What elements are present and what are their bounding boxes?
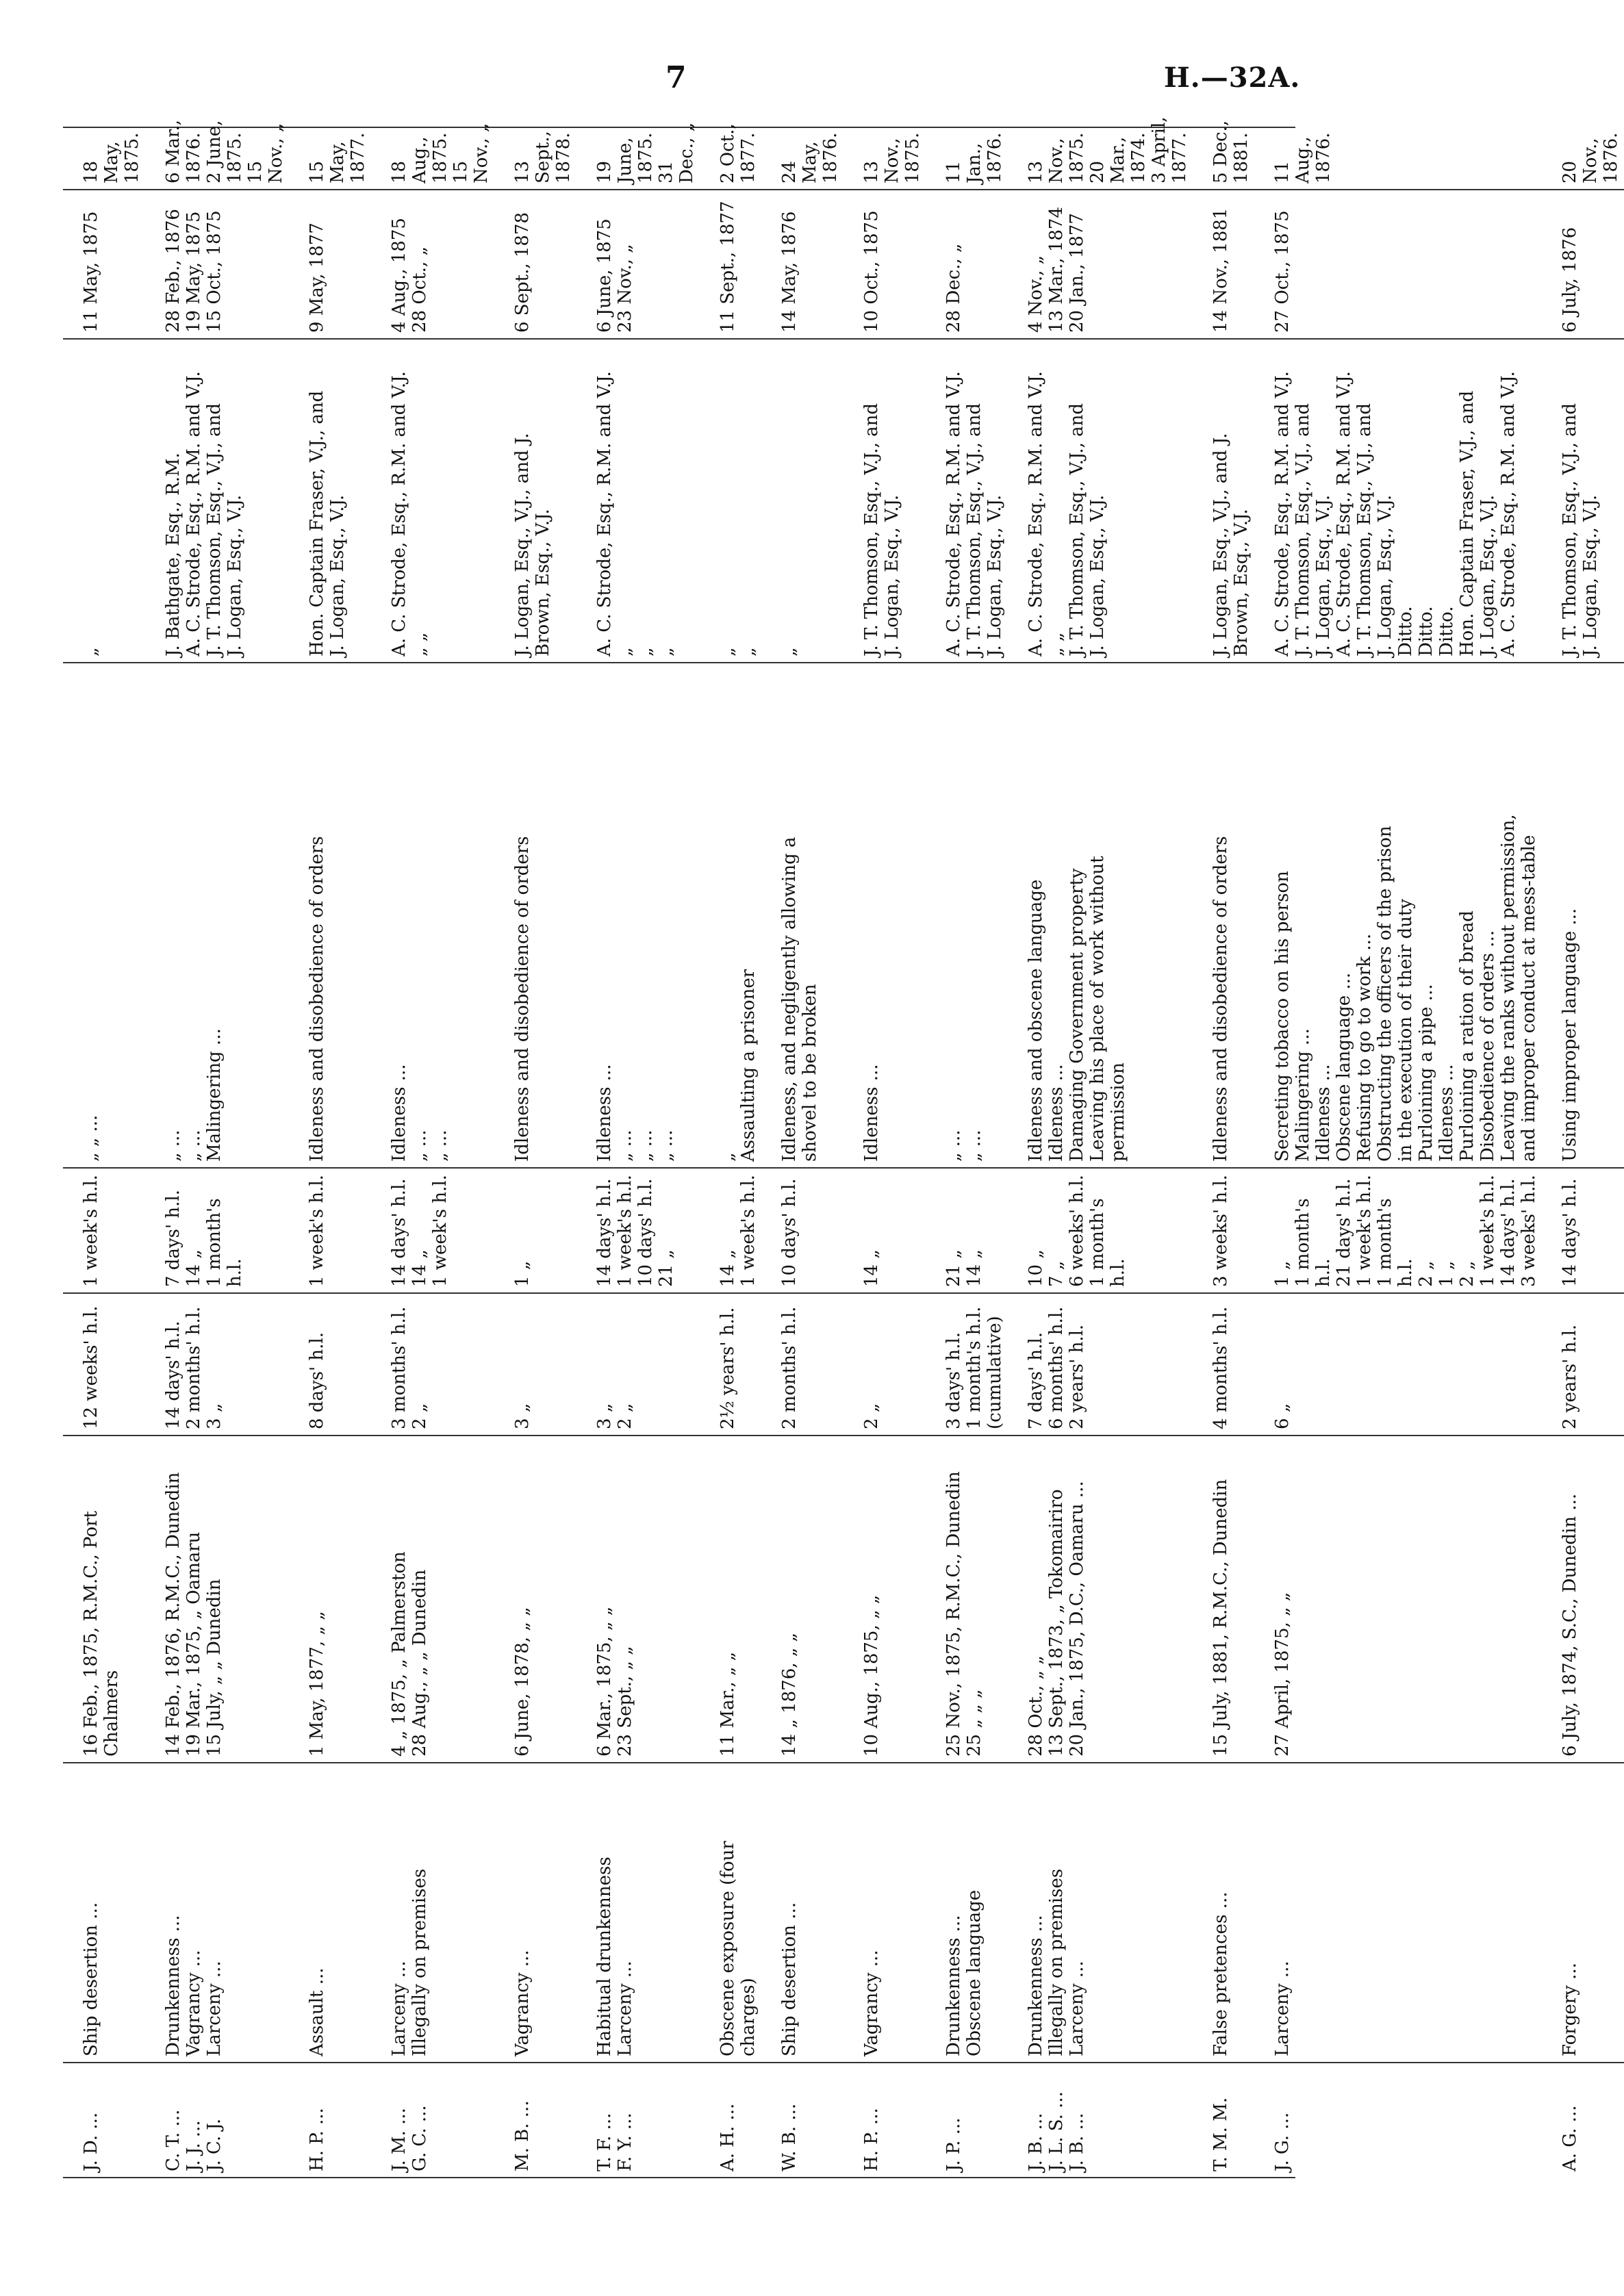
cell-offence: Ship desertion ... <box>761 1763 843 2063</box>
cell-prison-offence: Idleness and disobedience of orders <box>1193 663 1254 1168</box>
cell-date-to: 11 Aug., 1876. <box>1272 132 1334 183</box>
cell-prisoner-initials: M. B. ... <box>494 2063 576 2177</box>
cell-visiting-justices: „ <box>63 339 145 663</box>
cell-prison-offence: Idleness, and negligently allowing a shovel to be broken <box>761 663 843 1168</box>
cell-conviction-date-court: 28 Oct., „ „ 13 Sept., 1873, „ Tokomairiro 20 Jan., 1875, D.C., Oamaru ... <box>1008 1436 1193 1763</box>
prison-punishment-table <box>63 110 1624 2177</box>
cell-punishment: 1 „ 1 month's h.l. 21 days' h.l. 1 week's h.l. 1 month's h.l. 2 „ 1 „ 2 „ 1 week's h.l. 14 days' h.l. 3 weeks' h.l. <box>1254 1168 1542 1293</box>
cell-prisoner-initials: J. B. ... J. L. S. ... J. B. ... <box>1008 2063 1193 2177</box>
cell-visiting-justices: A. C. Strode, Esq., R.M. and V.J. „ „ J. T. Thomson, Esq., V.J., and J. Logan, Esq., V.J. <box>1008 339 1193 663</box>
cell-prison-offence: „ Assaulting a prisoner <box>700 663 761 1168</box>
cell-date-to: 20 Nov., 1876. <box>1560 132 1621 183</box>
document-reference: H.—32A. <box>1164 62 1301 94</box>
cell-prisoner-initials: T. M. M. <box>1193 2063 1254 2177</box>
cell-conviction-date-court: 15 July, 1881, R.M.C., Dunedin <box>1193 1436 1254 1763</box>
cell-date-from: 27 Oct., 1875 <box>1254 190 1542 339</box>
cell-prisoner-initials: A. H. ... <box>700 2063 761 2177</box>
table-row <box>1254 110 1542 2177</box>
cell-prison-offence: Secreting tobacco on his person Malingering ... Idleness ... Obscene language ... Refusing to go to work ... Obstructing the officers of the prison in the execution of their duty Purloining a pipe ... Idleness ... Purloining a ration of bread Disobedience of orders ... Leaving the ranks without permission, and improper conduct at mess-table <box>1254 663 1542 1168</box>
rotated-table-container <box>63 116 1621 2177</box>
cell-conviction-date-court: 10 Aug., 1875, „ „ <box>843 1436 926 1763</box>
cell-punishment: 14 „ 1 week's h.l. <box>700 1168 761 1293</box>
cell-offence: Vagrancy ... <box>843 1763 926 2063</box>
cell-date-to: 6 Mar., 1876. 2 June, 1875. 15 Nov., „ <box>163 119 286 183</box>
cell-prison-offence: Idleness ... „ ... „ ... <box>371 663 494 1168</box>
cell-visiting-justices: „ <box>761 339 843 663</box>
cell-punishment: 3 weeks' h.l. <box>1193 1168 1254 1293</box>
cell-sentence: 12 weeks' h.l. <box>63 1293 145 1436</box>
cell-punishment: 1 week's h.l. <box>289 1168 371 1293</box>
cell-punishment: 1 „ <box>494 1168 576 1293</box>
table-row <box>576 110 700 2177</box>
cell-date-from: 14 Nov., 1881 <box>1193 190 1254 339</box>
table-row <box>1193 110 1254 2177</box>
cell-punishment: 10 days' h.l. <box>761 1168 843 1293</box>
table-row <box>494 110 576 2177</box>
cell-prison-offence: Idleness and disobedience of orders <box>494 663 576 1168</box>
cell-prisoner-initials: J. P. ... <box>926 2063 1008 2177</box>
cell-date-from: 6 June, 1875 23 Nov., „ <box>576 190 700 339</box>
cell-punishment: 14 days' h.l. 14 „ 1 week's h.l. <box>371 1168 494 1293</box>
cell-conviction-date-court: 27 April, 1875, „ „ <box>1254 1436 1542 1763</box>
cell-date-to: 13 Nov., 1875. <box>861 132 923 183</box>
cell-sentence: 7 days' h.l. 6 months' h.l. 2 years' h.l. <box>1008 1293 1193 1436</box>
cell-offence: Obscene exposure (four charges) <box>700 1763 761 2063</box>
cell-date-to: 15 May, 1877. <box>307 132 368 183</box>
cell-date-from: 14 May, 1876 <box>761 190 843 339</box>
frame-line-bottom <box>63 2177 1295 2178</box>
cell-sentence: 4 months' h.l. <box>1193 1293 1254 1436</box>
cell-visiting-justices: J. T. Thomson, Esq., V.J., and J. Logan, Esq., V.J. <box>1542 339 1624 663</box>
table-row <box>289 110 371 2177</box>
cell-date-to: 18 Aug., 1875. 15 Nov., „ <box>389 123 492 183</box>
cell-date-from: 4 Nov., „ 13 Mar., 1874 20 Jan., 1877 <box>1008 190 1193 339</box>
cell-visiting-justices: „ „ <box>700 339 761 663</box>
cell-punishment: 14 days' h.l. <box>1542 1168 1624 1293</box>
cell-offence: Vagrancy ... <box>494 1763 576 2063</box>
cell-sentence: 3 „ <box>494 1293 576 1436</box>
table-row <box>1008 110 1193 2177</box>
cell-date-to: 13 Sept., 1878. <box>512 131 574 183</box>
cell-offence: Drunkenness ... Illegally on premises Larceny ... <box>1008 1763 1193 2063</box>
cell-visiting-justices: Hon. Captain Fraser, V.J., and J. Logan, Esq., V.J. <box>289 339 371 663</box>
cell-date-from: 28 Feb., 1876 19 May, 1875 15 Oct., 1875 <box>145 190 289 339</box>
table-row <box>700 110 761 2177</box>
cell-date-to: 11 Jan., 1876. <box>943 132 1005 183</box>
cell-prison-offence: Idleness and disobedience of orders <box>289 663 371 1168</box>
cell-sentence: 2 years' h.l. <box>1542 1293 1624 1436</box>
cell-visiting-justices: A. C. Strode, Esq., R.M. and V.J. „ „ <box>371 339 494 663</box>
cell-date-from: 11 Sept., 1877 <box>700 190 761 339</box>
cell-sentence: 3 months' h.l. 2 „ <box>371 1293 494 1436</box>
cell-prisoner-initials: H. P. ... <box>289 2063 371 2177</box>
cell-prisoner-initials: J. D. ... <box>63 2063 145 2177</box>
table-row <box>761 110 843 2177</box>
cell-offence: Ship desertion ... <box>63 1763 145 2063</box>
cell-visiting-justices: A. C. Strode, Esq., R.M. and V.J. J. T. Thomson, Esq., V.J., and J. Logan, Esq., V.J. <box>926 339 1008 663</box>
cell-date-from: 9 May, 1877 <box>289 190 371 339</box>
cell-prison-offence: Idleness and obscene language Idleness ... Damaging Government property Leaving his place of work without permission <box>1008 663 1193 1168</box>
cell-prisoner-initials: W. B. ... <box>761 2063 843 2177</box>
cell-offence: Assault ... <box>289 1763 371 2063</box>
table-row <box>926 110 1008 2177</box>
cell-date-to: 19 June, 1875. 31 Dec., „ <box>594 122 697 183</box>
cell-visiting-justices: J. Bathgate, Esq., R.M. A. C. Strode, Esq., R.M. and V.J. J. T. Thomson, Esq., V.J., and J. Logan, Esq., V.J. <box>145 339 289 663</box>
cell-prison-offence: „ ... „ ... <box>926 663 1008 1168</box>
cell-date-to: 24 May, 1876. <box>779 132 841 183</box>
cell-punishment: 7 days' h.l. 14 „ 1 month's h.l. <box>145 1168 289 1293</box>
cell-sentence: 6 „ <box>1254 1293 1542 1436</box>
table-row <box>371 110 494 2177</box>
cell-date-to: 18 May, 1875. <box>81 132 142 183</box>
cell-visiting-justices: J. T. Thomson, Esq., V.J., and J. Logan, Esq., V.J. <box>843 339 926 663</box>
cell-conviction-date-court: 11 Mar., „ „ <box>700 1436 761 1763</box>
cell-visiting-justices: J. Logan, Esq., V.J., and J. Brown, Esq., V.J. <box>494 339 576 663</box>
cell-sentence: 3 days' h.l. 1 month's h.l. (cumulative) <box>926 1293 1008 1436</box>
cell-visiting-justices: J. Logan, Esq., V.J., and J. Brown, Esq., V.J. <box>1193 339 1254 663</box>
cell-prisoner-initials: J. G. ... <box>1254 2063 1542 2177</box>
cell-sentence: 2 „ <box>843 1293 926 1436</box>
cell-offence: Drunkenness ... Vagrancy ... Larceny ... <box>145 1763 289 2063</box>
cell-prisoner-initials: H. P. ... <box>843 2063 926 2177</box>
cell-visiting-justices: A. C. Strode, Esq., R.M. and V.J. J. T. Thomson, Esq., V.J., and J. Logan, Esq., V.J. A. C. Strode, Esq., R.M. and V.J. J. T. Thomson, Esq., V.J., and J. Logan, Esq., V.J. Ditto. Ditto. Ditto. Hon. Captain Fraser, V.J., and J. Logan, Esq., V.J. A. C. Strode, Esq., R.M. and V.J. <box>1254 339 1542 663</box>
cell-punishment: 14 days' h.l. 1 week's h.l. 10 days' h.l. 21 „ <box>576 1168 700 1293</box>
cell-conviction-date-court: 14 Feb., 1876, R.M.C., Dunedin 19 Mar., 1875, „ Oamaru 15 July, „ „ Dunedin <box>145 1436 289 1763</box>
cell-offence: Habitual drunkenness Larceny ... <box>576 1763 700 2063</box>
table-row <box>63 110 145 2177</box>
cell-sentence: 3 „ 2 „ <box>576 1293 700 1436</box>
cell-date-to: 13 Nov., 1875. 20 Mar., 1874. 3 April, 1877. <box>1026 116 1190 183</box>
cell-sentence: 2½ years' h.l. <box>700 1293 761 1436</box>
table-row <box>1542 110 1624 2177</box>
cell-conviction-date-court: 6 June, 1878, „ „ <box>494 1436 576 1763</box>
cell-punishment: 1 week's h.l. <box>63 1168 145 1293</box>
cell-sentence: 14 days' h.l. 2 months' h.l. 3 „ <box>145 1293 289 1436</box>
cell-offence: Forgery ... <box>1542 1763 1624 2063</box>
page-number: 7 <box>665 60 687 95</box>
cell-prisoner-initials: T. F. ... F. Y. ... <box>576 2063 700 2177</box>
cell-conviction-date-court: 14 „ 1876, „ „ <box>761 1436 843 1763</box>
cell-prison-offence: Idleness ... <box>843 663 926 1168</box>
cell-prisoner-initials: J. M. ... G. C. ... <box>371 2063 494 2177</box>
cell-sentence: 8 days' h.l. <box>289 1293 371 1436</box>
cell-conviction-date-court: 6 July, 1874, S.C., Dunedin ... <box>1542 1436 1624 1763</box>
table-row <box>843 110 926 2177</box>
cell-punishment: 21 „ 14 „ <box>926 1168 1008 1293</box>
cell-date-from: 28 Dec., „ <box>926 190 1008 339</box>
cell-conviction-date-court: 16 Feb., 1875, R.M.C., Port Chalmers <box>63 1436 145 1763</box>
cell-offence: Larceny ... Illegally on premises <box>371 1763 494 2063</box>
cell-offence: Larceny ... <box>1254 1763 1542 2063</box>
cell-offence: False pretences ... <box>1193 1763 1254 2063</box>
cell-prisoner-initials: A. G. ... <box>1542 2063 1624 2177</box>
cell-prison-offence: „ „ ... <box>63 663 145 1168</box>
cell-date-to: 5 Dec., 1881. <box>1210 120 1252 183</box>
cell-conviction-date-court: 4 „ 1875, „ Palmerston 28 Aug., „ „ Dunedin <box>371 1436 494 1763</box>
cell-date-from: 6 July, 1876 <box>1542 190 1624 339</box>
cell-date-from: 4 Aug., 1875 28 Oct., „ <box>371 190 494 339</box>
cell-prison-offence: Using improper language ... <box>1542 663 1624 1168</box>
cell-sentence: 2 months' h.l. <box>761 1293 843 1436</box>
cell-conviction-date-court: 25 Nov., 1875, R.M.C., Dunedin 25 „ „ „ <box>926 1436 1008 1763</box>
cell-visiting-justices: A. C. Strode, Esq., R.M. and V.J. „ „ „ <box>576 339 700 663</box>
cell-punishment: 14 „ <box>843 1168 926 1293</box>
cell-date-from: 6 Sept., 1878 <box>494 190 576 339</box>
cell-conviction-date-court: 6 Mar., 1875, „ „ 23 Sept., „ „ <box>576 1436 700 1763</box>
cell-date-from: 11 May, 1875 <box>63 190 145 339</box>
cell-date-to: 2 Oct., 1877. <box>718 123 759 183</box>
cell-prisoner-initials: C. T. ... J. J. ... J. C. J. <box>145 2063 289 2177</box>
cell-prison-offence: „ ... „ ... Malingering ... <box>145 663 289 1168</box>
cell-date-from: 10 Oct., 1875 <box>843 190 926 339</box>
table-row <box>145 110 289 2177</box>
cell-conviction-date-court: 1 May, 1877, „ „ <box>289 1436 371 1763</box>
cell-offence: Drunkenness ... Obscene language <box>926 1763 1008 2063</box>
table-body <box>63 110 1624 2177</box>
cell-prison-offence: Idleness ... „ ... „ ... „ ... <box>576 663 700 1168</box>
cell-punishment: 10 „ 7 „ 6 weeks' h.l. 1 month's h.l. <box>1008 1168 1193 1293</box>
